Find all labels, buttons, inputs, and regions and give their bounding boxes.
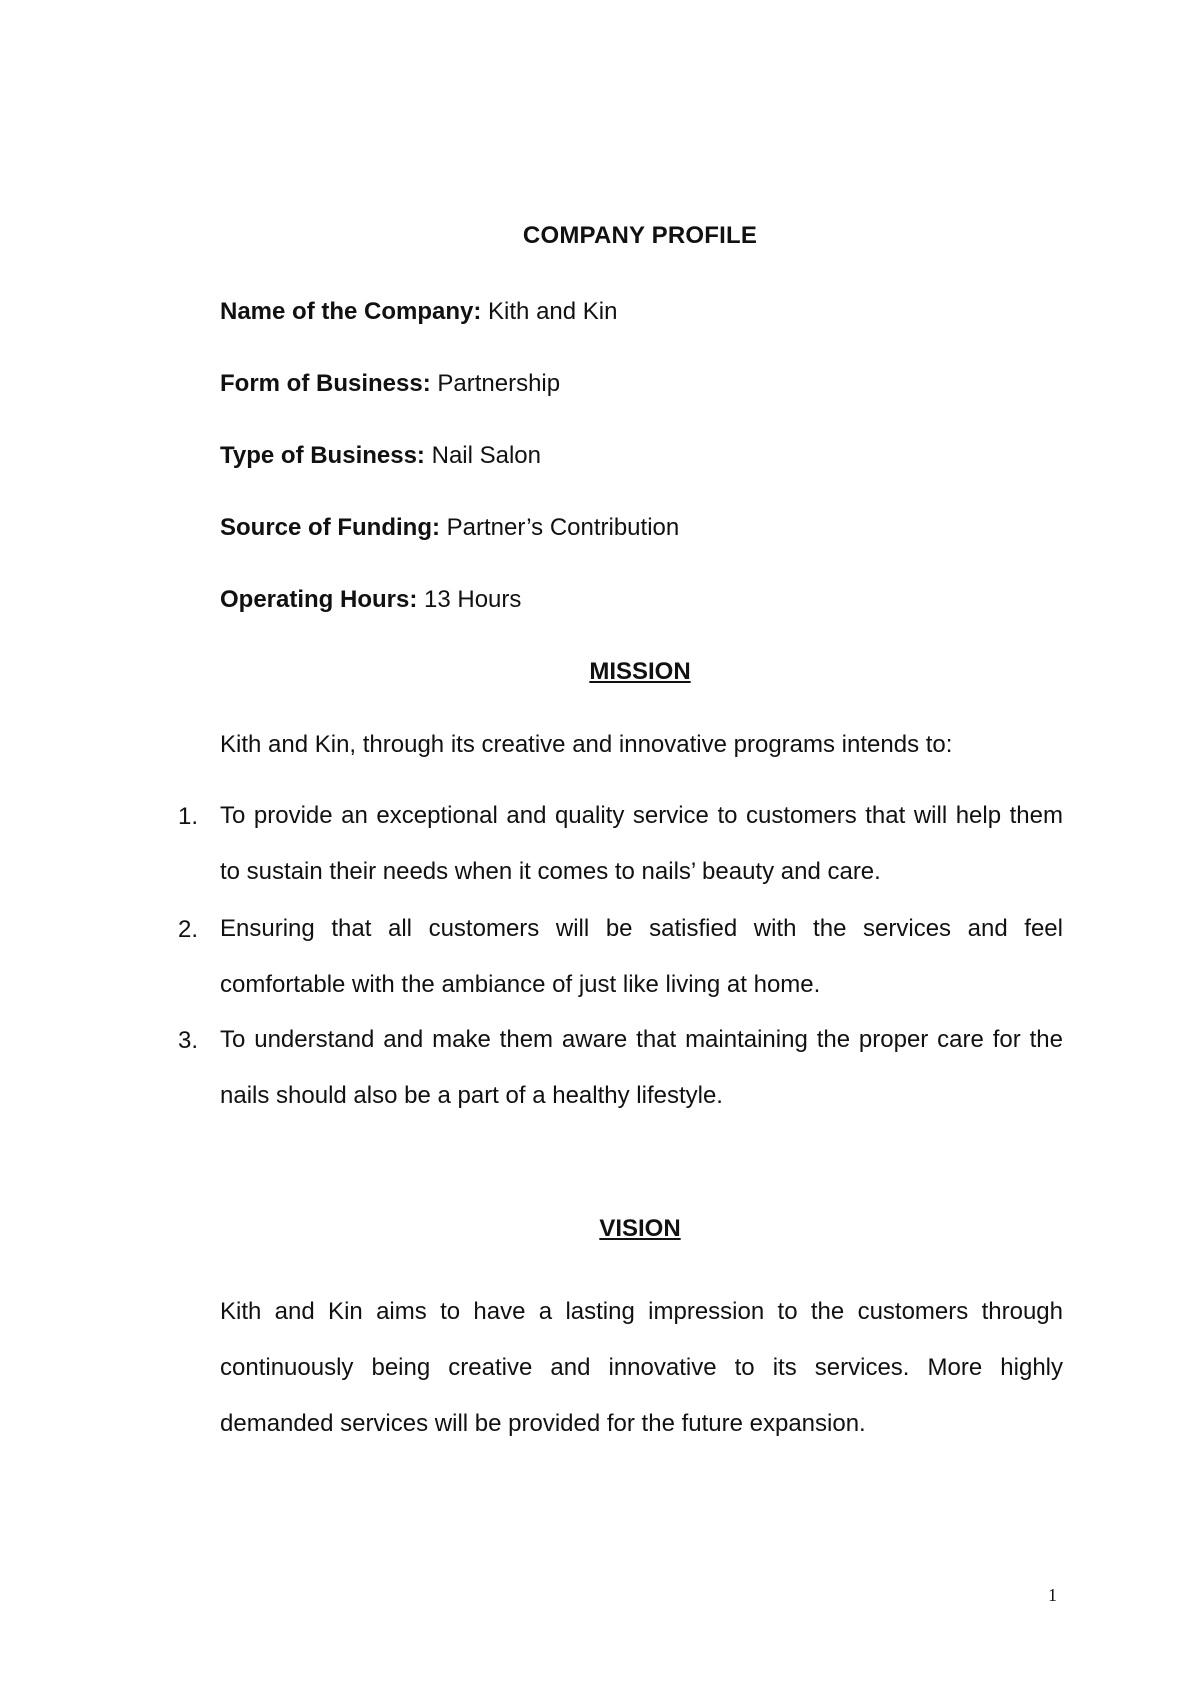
field-value: Kith and Kin bbox=[481, 298, 618, 325]
document-title: COMPANY PROFILE bbox=[522, 222, 758, 249]
field-value: 13 Hours bbox=[417, 586, 522, 613]
list-text: Ensuring that all customers will be satisfied with the services and feel comfortable with the ambiance of just like living at home. bbox=[220, 915, 1063, 998]
field-label: Name of the Company: bbox=[220, 298, 482, 325]
field-operating-hours bbox=[220, 586, 521, 614]
field-value: Nail Salon bbox=[424, 442, 541, 469]
list-text: To provide an exceptional and quality service to customers that will help them to sustain their needs when it comes to nails’ beauty and care. bbox=[220, 802, 1063, 885]
field-label: Type of Business: bbox=[220, 442, 425, 469]
list-text: To understand and make them aware that maintaining the proper care for the nails should also be a part of a healthy lifestyle. bbox=[220, 1026, 1063, 1109]
list-number: 3. bbox=[178, 1027, 199, 1054]
field-company-name bbox=[220, 298, 617, 326]
field-value: Partner’s Contribution bbox=[439, 514, 680, 541]
vision-heading: VISION bbox=[599, 1215, 681, 1242]
field-type-of-business bbox=[220, 442, 541, 470]
field-form-of-business bbox=[220, 370, 560, 398]
vision-text: Kith and Kin aims to have a lasting impression to the customers through continuously being creative and innovative to its services. More highly demanded services will be provided for the future expansion. bbox=[220, 1298, 1063, 1437]
field-value: Partnership bbox=[430, 370, 561, 397]
page-number: 1 bbox=[1048, 1585, 1057, 1605]
field-source-of-funding bbox=[220, 514, 679, 542]
list-number: 1. bbox=[178, 803, 199, 830]
field-label: Form of Business: bbox=[220, 370, 431, 397]
list-number: 2. bbox=[178, 916, 199, 943]
field-label: Operating Hours: bbox=[220, 586, 418, 613]
field-label: Source of Funding: bbox=[220, 514, 440, 541]
mission-heading: MISSION bbox=[589, 658, 691, 685]
mission-intro: Kith and Kin, through its creative and innovative programs intends to: bbox=[220, 731, 953, 758]
